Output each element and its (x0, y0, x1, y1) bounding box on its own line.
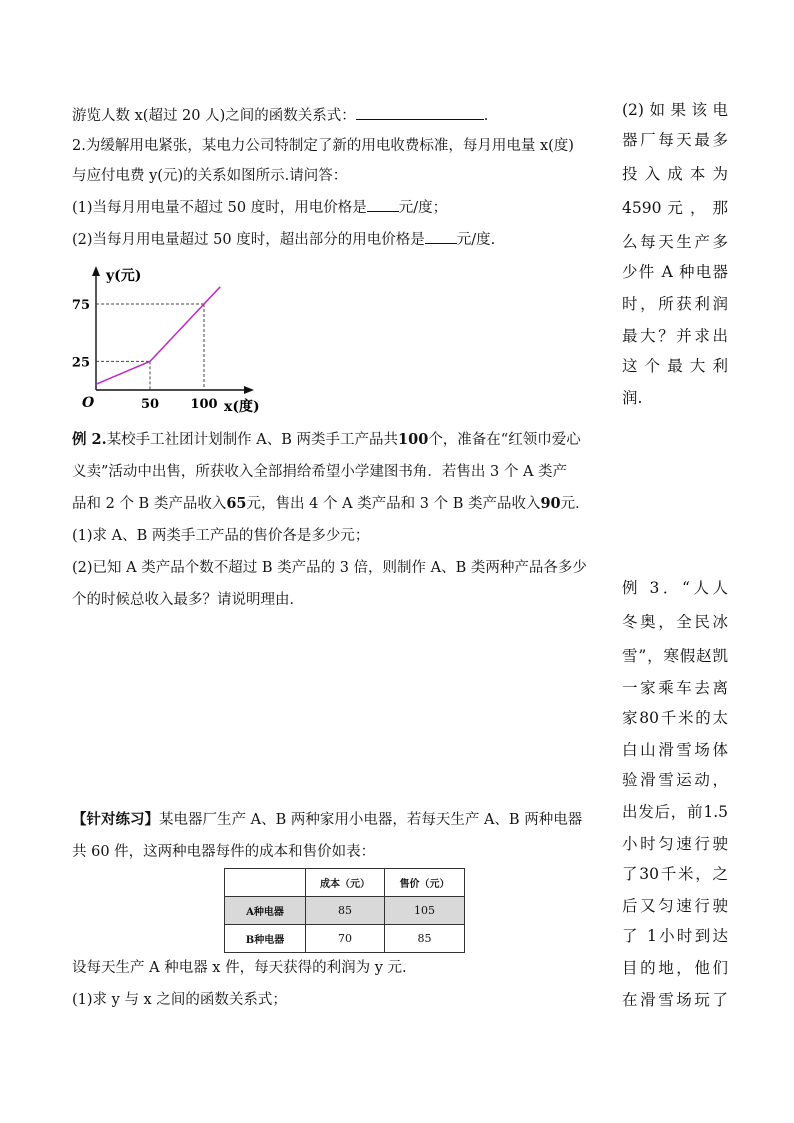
side-line: 少件 A 种电器 (622, 263, 728, 281)
origin-label: O (82, 395, 95, 411)
ex2-number: 65 (226, 495, 247, 512)
side-line: 例 3．“人人 (622, 579, 728, 597)
ex2-sub2-line2: 个的时候总收入最多？请说明理由． (72, 592, 304, 608)
x-tick-label: 50 (140, 397, 160, 412)
q2-sub1-text: (1)当每月用电量不超过 50 度时，用电价格是 (72, 200, 367, 216)
side-line: 投 入 成 本 为 (622, 165, 728, 183)
series-line (96, 287, 220, 384)
side-line: 这 个 最 大 利 (622, 357, 728, 375)
ex2-number: 90 (540, 495, 561, 512)
ex2-number: 100 (398, 431, 429, 448)
x-axis-arrow (244, 386, 254, 394)
table-cell: A种电器 (225, 897, 306, 925)
x-tick-label: 100 (190, 397, 218, 412)
answer-blank (425, 229, 457, 244)
q2-line1: 2.为缓解用电紧张，某电力公司特制定了新的用电收费标准，每月用电量 x(度) (72, 138, 574, 154)
practice-label: 【针对练习】 (72, 811, 159, 828)
y-tick-label: 25 (72, 355, 90, 371)
table-cell: 70 (306, 925, 385, 953)
y-axis-arrow (92, 266, 100, 276)
table-cell: 85 (306, 897, 385, 925)
side-line: 一家乘车去离 (622, 679, 728, 697)
side-line: 后又匀速行驶 (622, 897, 728, 915)
practice-line3: 设每天生产 A 种电器 x 件，每天获得的利润为 y 元. (72, 960, 407, 976)
side-line: 雪”，寒假赵凯 (622, 647, 728, 665)
side-line: 在滑雪场玩了 (622, 991, 728, 1009)
table-row (225, 925, 465, 953)
electricity-chart (72, 258, 292, 418)
intro-line (72, 104, 488, 125)
ex2-text: 品和 2 个 B 类产品收入 (72, 496, 227, 512)
side-line: 目的地，他们 (622, 959, 728, 977)
q2-sub1-unit: 元/度； (398, 200, 448, 216)
side-line: 白山滑雪场体 (622, 741, 728, 759)
practice-line1 (72, 808, 582, 829)
side-line: 验滑雪运动， (622, 771, 728, 789)
side-line: 家80千米的太 (622, 709, 728, 727)
practice-text: 某电器厂生产 A、B 两种家用小电器，若每天生产 A、B 两种电器 (159, 812, 583, 828)
side-line: 器厂每天最多 (622, 131, 728, 149)
side-line: 出发后，前1.5 (622, 803, 728, 821)
ex2-label: 例 2. (72, 431, 107, 448)
table-header-cell: 成本（元） (306, 869, 385, 897)
intro-text: 游览人数 x(超过 20 人)之间的函数关系式： (72, 108, 356, 124)
side-line: 小时匀速行驶 (622, 835, 728, 853)
table-cell: 105 (385, 897, 465, 925)
side-line: 了 1小时到达 (622, 927, 728, 945)
ex2-line1 (72, 428, 581, 449)
q2-sub2 (72, 228, 495, 249)
answer-blank (356, 105, 484, 120)
intro-end: . (483, 108, 489, 124)
answer-blank (367, 197, 399, 212)
price-table (224, 868, 465, 953)
side-line: 4590 元 ， 那 (622, 199, 728, 217)
table-row (225, 897, 465, 925)
ex2-line2: 义卖”活动中出售，所获收入全部捐给希望小学建图书角．若售出 3 个 A 类产 (72, 464, 568, 480)
table-header-cell (225, 869, 306, 897)
ex2-line3 (72, 492, 590, 513)
side-line: 么每天生产多 (622, 233, 728, 251)
q2-sub1 (72, 196, 447, 217)
side-line: 冬奥，全民冰 (622, 613, 728, 631)
side-line: 润. (622, 389, 643, 407)
ex2-text: 元． (560, 496, 590, 512)
y-tick-label: 75 (72, 298, 90, 313)
x-axis-label: x(度) (224, 399, 260, 415)
q2-sub2-unit: 元/度. (456, 232, 496, 248)
q2-sub2-text: (2)当每月用电量超过 50 度时，超出部分的用电价格是 (72, 232, 425, 248)
practice-line2: 共 60 件，这两种电器每件的成本和售价如表： (72, 844, 376, 860)
ex2-text: 元，售出 4 个 A 类产品和 3 个 B 类产品收入 (246, 496, 541, 512)
table-cell: B种电器 (225, 925, 306, 953)
y-axis-label: y(元) (106, 268, 142, 284)
ex2-sub2-line1: (2)已知 A 类产品个数不超过 B 类产品的 3 倍，则制作 A、B 类两种产品各多少 (72, 560, 587, 576)
table-header-row (225, 869, 465, 897)
table-header-cell: 售价（元） (385, 869, 465, 897)
q2-line2: 与应付电费 y(元)的关系如图所示.请问答： (72, 168, 348, 184)
table-cell: 85 (385, 925, 465, 953)
side-line: 了30千米，之 (622, 865, 728, 883)
side-line: 时，所获利润 (622, 295, 728, 313)
ex2-sub1: (1)求 A、B 两类手工产品的售价各是多少元； (72, 528, 370, 544)
side-line: (2)如果该电 (622, 101, 728, 119)
practice-sub1: (1)求 y 与 x 之间的函数关系式； (72, 992, 287, 1008)
ex2-text: 个，准备在“红领巾爱心 (428, 432, 581, 448)
ex2-text: 某校手工社团计划制作 A、B 两类手工产品共 (106, 432, 399, 448)
side-line: 最大？并求出 (622, 327, 728, 345)
